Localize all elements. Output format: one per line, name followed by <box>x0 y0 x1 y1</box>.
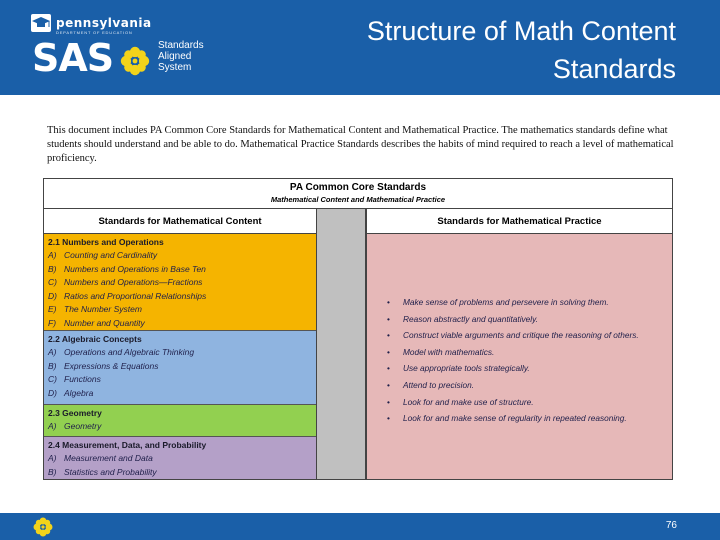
bullet-icon: • <box>387 297 390 307</box>
domain-item: D) Algebra <box>48 387 94 398</box>
domain-item: A) Operations and Algebraic Thinking <box>48 347 195 357</box>
practice-item: • Construct viable arguments and critique the reasoning of others. <box>387 327 639 344</box>
practice-list <box>387 294 639 427</box>
slide-title <box>256 12 676 88</box>
domain-band-geometry <box>44 405 316 437</box>
domain-item: A) Measurement and Data <box>48 453 153 463</box>
department-label: DEPARTMENT OF EDUCATION <box>56 30 133 35</box>
bullet-icon: • <box>387 413 390 424</box>
bullet-icon: • <box>387 330 390 341</box>
domain-band-algebraic-concepts <box>44 331 316 405</box>
sas-expansion-line: System <box>158 62 192 73</box>
domain-item: E) The Number System <box>48 304 142 315</box>
domain-item: B) Statistics and Probability <box>48 466 157 477</box>
domain-title: 2.3 Geometry <box>48 408 102 418</box>
flower-icon <box>33 517 53 537</box>
practice-item: • Attend to precision. <box>387 377 639 394</box>
practice-item: • Look for and make sense of regularity in repeated reasoning. <box>387 410 639 427</box>
slide-title-line: Standards <box>552 54 676 84</box>
domain-item: A) Geometry <box>48 421 102 431</box>
content-column-header: Standards for Mathematical Content <box>44 209 316 234</box>
domain-title: 2.4 Measurement, Data, and Probability <box>48 440 207 450</box>
practice-item: • Look for and make use of structure. <box>387 394 639 411</box>
standards-table <box>43 178 673 480</box>
domain-item: C) Functions <box>48 374 101 385</box>
header-bar <box>0 0 720 95</box>
bullet-icon: • <box>387 363 390 374</box>
sas-expansion <box>158 40 204 73</box>
table-header <box>44 179 672 209</box>
domain-item: B) Numbers and Operations in Base Ten <box>48 263 206 274</box>
practice-panel <box>366 234 672 479</box>
practice-item: • Make sense of problems and persevere in solving them. <box>387 294 639 311</box>
page-number: 76 <box>665 520 677 531</box>
bullet-icon: • <box>387 396 390 407</box>
table-title: PA Common Core Standards <box>289 182 427 193</box>
intro-paragraph: This document includes PA Common Core Standards for Mathematical Content and Mathematical Practice. The mathematics standards define what students should understand and be able to do. Mathematical Practice Standards describes the habits of mind required to reach a level of mathematical proficiency. <box>47 125 674 164</box>
bullet-icon: • <box>387 379 390 390</box>
domain-title: 2.1 Numbers and Operations <box>48 237 164 247</box>
sas-expansion-line: Aligned <box>158 51 192 62</box>
column-spacer <box>316 209 366 479</box>
table-subtitle: Mathematical Content and Mathematical Practice <box>270 195 446 204</box>
domain-band-numbers-operations <box>44 234 316 331</box>
bullet-icon: • <box>387 313 390 324</box>
domain-band-measurement-data <box>44 437 316 479</box>
practice-item: • Use appropriate tools strategically. <box>387 360 639 377</box>
state-name: pennsylvania <box>56 16 152 30</box>
practice-item: • Model with mathematics. <box>387 344 639 361</box>
domain-item: C) Numbers and Operations—Fractions <box>48 277 203 288</box>
domain-item: B) Expressions & Equations <box>48 360 159 371</box>
practice-item: • Reason abstractly and quantitatively. <box>387 311 639 328</box>
practice-column-header: Standards for Mathematical Practice <box>366 209 672 234</box>
sas-logo <box>30 12 230 82</box>
graduation-cap-icon <box>30 13 52 33</box>
domain-title: 2.2 Algebraic Concepts <box>48 334 142 344</box>
sas-wordmark: SAS <box>32 36 114 80</box>
bullet-icon: • <box>387 346 390 357</box>
slide-title-line: Structure of Math Content <box>366 16 676 46</box>
domain-item: D) Ratios and Proportional Relationships <box>48 290 207 301</box>
domain-item: A) Counting and Cardinality <box>48 250 158 260</box>
footer-bar <box>0 513 720 540</box>
domain-item: F) Number and Quantity <box>48 317 145 328</box>
sas-expansion-line: Standards <box>158 40 204 51</box>
flower-icon <box>120 46 150 76</box>
